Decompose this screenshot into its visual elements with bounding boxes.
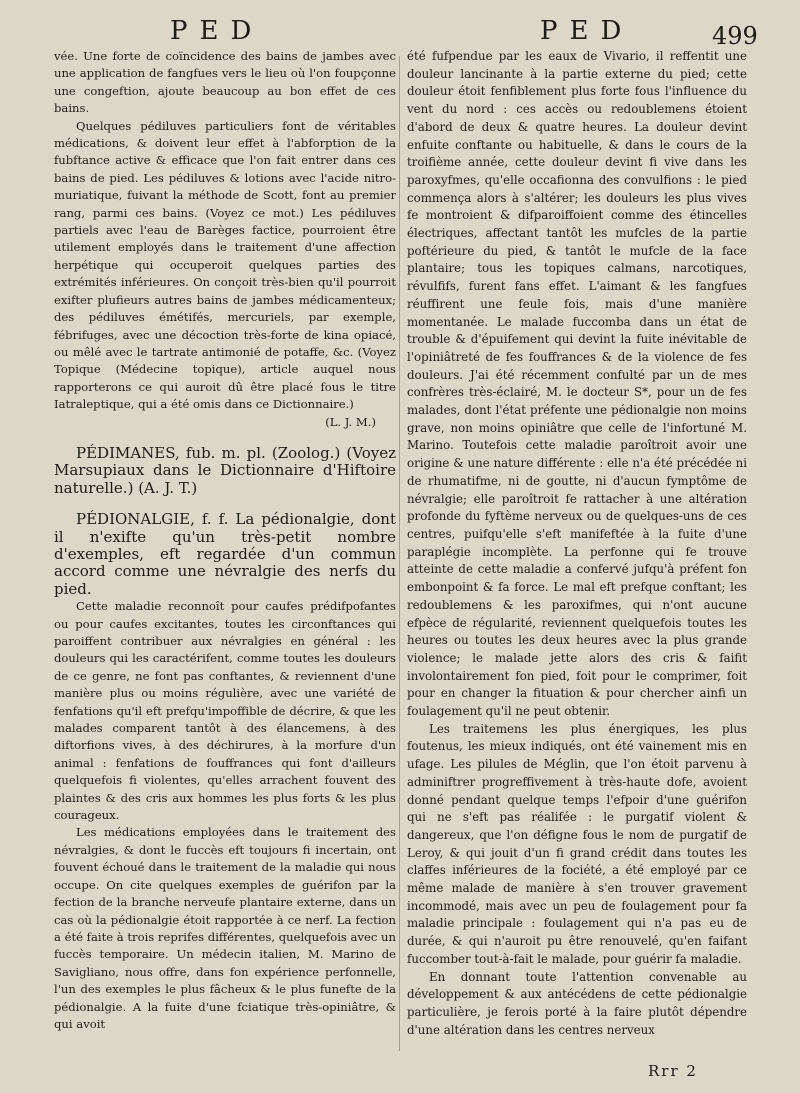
printer-signature-mark: Rrr 2 — [648, 1062, 698, 1080]
author-signature: (L. J. M.) — [325, 414, 376, 429]
running-header — [0, 12, 800, 52]
paragraph: Les médications employées dans le traitement des névralgies, & dont le fuccès eft toujours fi incertain, ont fouvent échoué dans le traitement de la maladie qui nous occupe. On cite quelques exemples de guérifon par la fection de la branche nerveufe plantaire externe, dans un cas où la pédionalgie étoit rapportée à ce nerf. La fection a été faite à trois reprifes différentes, quelquefois avec un fuccès temporaire. Un médecin italien, M. Marino de Savigliano, nous offre, dans fon expérience perfonnelle, l'un des exemples le plus fâcheux & le plus funefte de la pédionalgie. A la fuite d'une fciatique très-opiniâtre, & qui avoit — [54, 825, 396, 1031]
page-number: 499 — [712, 22, 758, 50]
paragraph: En donnant toute l'attention convenable au développement & aux antécédens de cette pédionalgie particulière, je ferois porté à la faire plutôt dépendre d'une altération dans les centres nerveux — [407, 969, 747, 1037]
paragraph: vée. Une forte de coïncidence des bains de jambes avec une application de fangfues vers le lieu où l'on foupçonne une congeftion, ajoute beaucoup au bon effet de ces bains. — [54, 49, 396, 116]
paragraph: été fufpendue par les eaux de Vivario, il reffentit une douleur lancinante à la partie externe du pied; cette douleur étoit fenfiblement plus forte fous l'influence du vent du nord : ces accès ou redoublemens étoient d'abord de deux & quatre heures. La douleur devint enfuite conftante ou habituelle, & dans le cours de la troifième année, cette douleur devint fi vive dans les paroxyfmes, qu'elle occafionna des convulfions : le pied commença alors à s'altérer; les douleurs les plus vives fe montroient & difparoiffoient comme des étincelles électriques, affectant tantôt les mufcles de la partie poftérieure du pied, & tantôt le mufcle de la face plantaire; tous les topiques calmans, narcotiques, révulfifs, furent fans effet. L'aimant & les fangfues réuffirent une feule fois, mais d'une manière momentanée. Le malade fuccomba dans un état de trouble & d'épuifement qui devint la fuite inévitable de l'opiniâtreté de fes fouffrances & de la violence de fes douleurs. J'ai été récemment confulté par un de mes confrères très-éclairé, M. le docteur S*, pour un de fes malades, dont l'état préfente une pédionalgie non moins grave, non moins opiniâtre que celle de l'infortuné M. Marino. Toutefois cette maladie paroîtroit avoir une origine & une nature différente : elle n'a été précédée ni de rhumatifme, ni de goutte, ni d'aucun fymptôme de névralgie; elle paroîtroit fe rattacher à une altération profonde du fyftème nerveux ou de quelques-uns de ces centres, puifqu'elle s'eft manifeftée à la fuite d'une paraplégie incomplète. La perfonne qui fe trouve atteinte de cette maladie a confervé jufqu'à préfent fon embonpoint & fa force. Le mal eft prefque conftant; les redoublemens & les paroxifmes, qui n'ont aucune efpèce de régularité, reviennent quelquefois toutes les heures ou toutes les deux heures avec la plus grande violence; le malade jette alors des cris & faifit involontairement fon pied, foit pour le comprimer, foit pour en changer la fituation & pour chercher ainfi un foulagement qu'il ne peut obtenir. — [407, 49, 747, 719]
header-left-word: PED — [170, 16, 264, 46]
header-right-word: PED — [540, 16, 634, 46]
paragraph: Les traitemens les plus énergiques, les plus foutenus, les mieux indiqués, ont été vainement mis en ufage. Les pilules de Méglin, que l'on étoit parvenu à adminiftrer progreffivement à très-haute dofe, avoient donné pendant quelque temps l'efpoir d'une guérifon qui ne s'eft pas réalifée : le purgatif violent & dangereux, que l'on défigne fous le nom de purgatif de Leroy, & qui jouit d'un fi grand crédit dans toutes les claffes inférieures de la fociété, a été employé par ce même malade de manière à s'en trouver gravement incommodé, mais avec un peu de foulagement pour fa maladie principale : foulagement qui n'a pas eu de durée, & qui n'auroit pu être renouvelé, qu'en faifant fuccomber tout-à-fait le malade, pour guérir fa maladie. — [407, 721, 747, 966]
entry-pedimanes: PÉDIMANES, fub. m. pl. (Zoolog.) (Voyez Marsupiaux dans le Dictionnaire d'Hiftoire naturelle.) (A. J. T.) — [54, 443, 396, 497]
right-column — [407, 48, 747, 1039]
left-column — [54, 48, 396, 1033]
entry-pedionalgie: PÉDIONALGIE, f. f. La pédionalgie, dont il n'exifte qu'un très-petit nombre d'exemples, eft regardée d'un commun accord comme une névralgie des nerfs du pied. — [54, 510, 396, 598]
paragraph: Cette maladie reconnoît pour caufes prédifpofantes ou pour caufes excitantes, toutes les circonftances qui paroiffent contribuer aux névralgies en général : les douleurs qui les caractérifent, comme toutes les douleurs de ce genre, ne font pas conftantes, & reviennent d'une manière plus ou moins régulière, avec une variété de fenfations qu'il eft prefqu'impoffible de décrire, & que les malades comparent tantôt à des élancemens, à des diftorfions vives, à des déchirures, à la morfure d'un animal : fenfations de fouffrances qui font d'ailleurs quelquefois fi violentes, qu'elles arrachent fouvent des plaintes & des cris aux hommes les plus forts & les plus courageux. — [54, 599, 396, 823]
paragraph: Quelques pédiluves particuliers font de véritables médications, & doivent leur effet à l'abforption de la fubftance active & efficace que l'on fait entrer dans ces bains de pied. Les pédiluves & lotions avec l'acide nitro-muriatique, fuivant la méthode de Scott, font au premier rang, parmi ces bains. (Voyez ce mot.) Les pédiluves partiels avec l'eau de Barèges factice, pourroient être utilement employés dans le traitement d'une affection herpétique qui occuperoit quelques parties des extrémités inférieures. On conçoit très-bien qu'il pourroit exifter plufieurs autres bains de jambes médicamenteux; des pédiluves émétifés, mercuriels, par exemple, fébrifuges, avec une décoction très-forte de kina opiacé, ou mêlé avec le tartrate antimonié de potaffe, &c. (Voyez Topique (Médecine topique), article auquel nous rapporterons ce qui auroit dû être placé fous le titre Iatraleptique, qui a été omis dans ce Dictionnaire.) — [54, 118, 396, 412]
column-divider — [399, 56, 400, 1051]
